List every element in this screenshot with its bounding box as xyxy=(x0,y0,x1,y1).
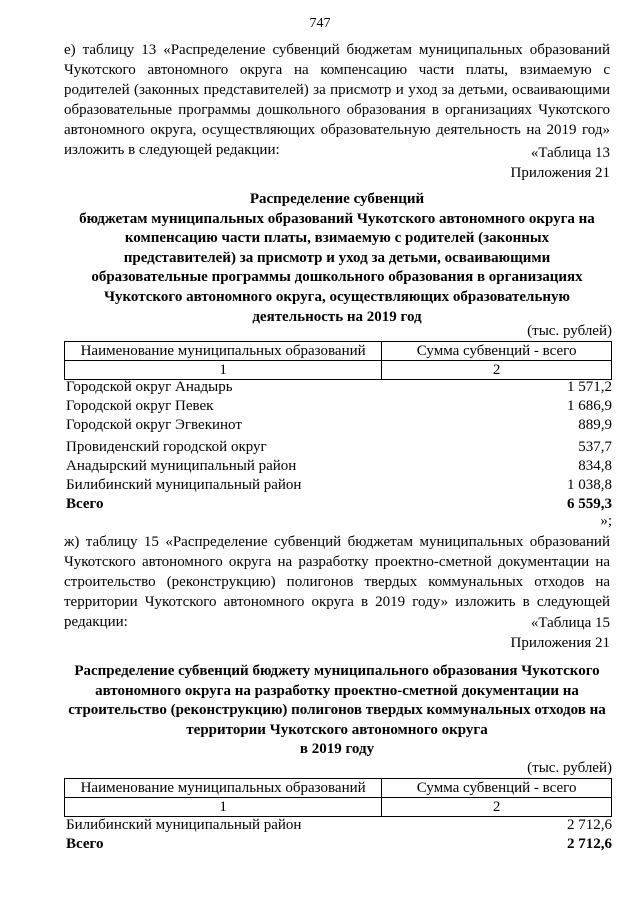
title-line: автономного округа на разработку проектно-сметной документации на xyxy=(95,682,579,699)
table-total-row xyxy=(64,835,612,854)
table-row xyxy=(64,416,612,435)
table-row xyxy=(64,397,612,416)
appendix-ref-line: Приложения 21 xyxy=(510,165,610,181)
title-line: Чукотского автономного округа, осуществляющих образовательную xyxy=(103,288,571,305)
section-zh-table-header xyxy=(64,778,612,817)
table-row xyxy=(64,476,612,495)
section-zh-unit: (тыс. рублей) xyxy=(527,760,612,776)
table-total-row xyxy=(64,495,612,514)
title-line: образовательные программы дошкольного образования в организациях xyxy=(91,269,583,286)
title-line: Распределение субвенций xyxy=(249,191,425,207)
section-e-table-header xyxy=(64,341,612,380)
section-e-paragraph: е) таблицу 13 «Распределение субвенций бюджетам муниципальных образований Чукотского автономного округа на компенсацию части платы, взимаемую с родителей (законных представителей) за присмотр и уход за детьми, осваивающими образовательные программы дошкольного образования в организациях Чукотского автономного округа, осуществляющих образовательную деятельность на 2019 год» изложить в следующей редакции: xyxy=(64,42,610,158)
row-value: 537,7 xyxy=(578,439,612,455)
row-name: Городской округ Анадырь xyxy=(66,379,233,395)
section-zh-table-ref xyxy=(511,613,611,653)
row-name: Провиденский городской округ xyxy=(66,439,267,455)
section-e-table-body xyxy=(64,378,612,514)
title-line: представителей) за присмотр и уход за детьми, осваивающими xyxy=(123,249,551,266)
column-header-sum: Сумма субвенций - всего xyxy=(382,342,612,361)
section-e-unit: (тыс. рублей) xyxy=(527,323,612,339)
title-line: в 2019 году xyxy=(299,741,375,758)
row-name: Городской округ Певек xyxy=(66,398,214,414)
row-name: Билибинский муниципальный район xyxy=(66,817,302,833)
row-value: 2 712,6 xyxy=(567,817,612,833)
title-line: Распределение субвенций бюджету муниципального образования Чукотского xyxy=(74,663,600,679)
section-zh-title xyxy=(64,662,610,760)
title-line: бюджетам муниципальных образований Чукотского автономного округа на xyxy=(79,210,595,227)
row-name: Городской округ Эгвекинот xyxy=(66,417,242,433)
row-name: Билибинский муниципальный район xyxy=(66,477,302,493)
appendix-ref-line: Приложения 21 xyxy=(510,635,610,651)
column-index-1: 1 xyxy=(65,361,382,380)
total-value: 6 559,3 xyxy=(567,496,612,512)
section-e-table-ref xyxy=(511,143,611,183)
section-e-title xyxy=(64,190,610,327)
total-value: 2 712,6 xyxy=(567,836,612,852)
table-row xyxy=(64,438,612,457)
table-row xyxy=(64,378,612,397)
column-index-1: 1 xyxy=(65,798,382,817)
column-header-sum: Сумма субвенций - всего xyxy=(382,779,612,798)
row-name: Анадырский муниципальный район xyxy=(66,458,297,474)
table-ref-line: «Таблица 13 xyxy=(530,145,610,161)
row-value: 1 038,8 xyxy=(567,477,612,493)
column-header-name: Наименование муниципальных образований xyxy=(65,779,382,798)
column-header-name: Наименование муниципальных образований xyxy=(65,342,382,361)
column-index-2: 2 xyxy=(382,361,612,380)
row-value: 834,8 xyxy=(578,458,612,474)
title-line: территории Чукотского автономного округа xyxy=(186,721,488,738)
table-ref-line: «Таблица 15 xyxy=(530,615,610,631)
section-e-closing: »; xyxy=(600,513,612,529)
row-value: 1 571,2 xyxy=(567,379,612,395)
title-line: строительство (реконструкцию) полигонов твердых коммунальных отходов на xyxy=(68,702,606,719)
total-label: Всего xyxy=(66,836,104,852)
total-label: Всего xyxy=(66,496,104,512)
title-line: компенсацию части платы, взимаемую с родителей (законных xyxy=(124,230,550,247)
title-line: деятельность на 2019 год xyxy=(252,308,422,325)
section-zh-table-body xyxy=(64,816,612,854)
table-row xyxy=(64,457,612,476)
row-value: 1 686,9 xyxy=(567,398,612,414)
column-index-2: 2 xyxy=(382,798,612,817)
row-value: 889,9 xyxy=(578,417,612,433)
table-row xyxy=(64,816,612,835)
section-zh-paragraph: ж) таблицу 15 «Распределение субвенций бюджетам муниципальных образований Чукотского автономного округа на разработку проектно-сметной документации на строительство (реконструкцию) полигонов твердых коммунальных отходов на территории Чукотского автономного округа в 2019 году» изложить в следующей редакции: xyxy=(64,534,610,630)
page-number: 747 xyxy=(309,16,331,31)
